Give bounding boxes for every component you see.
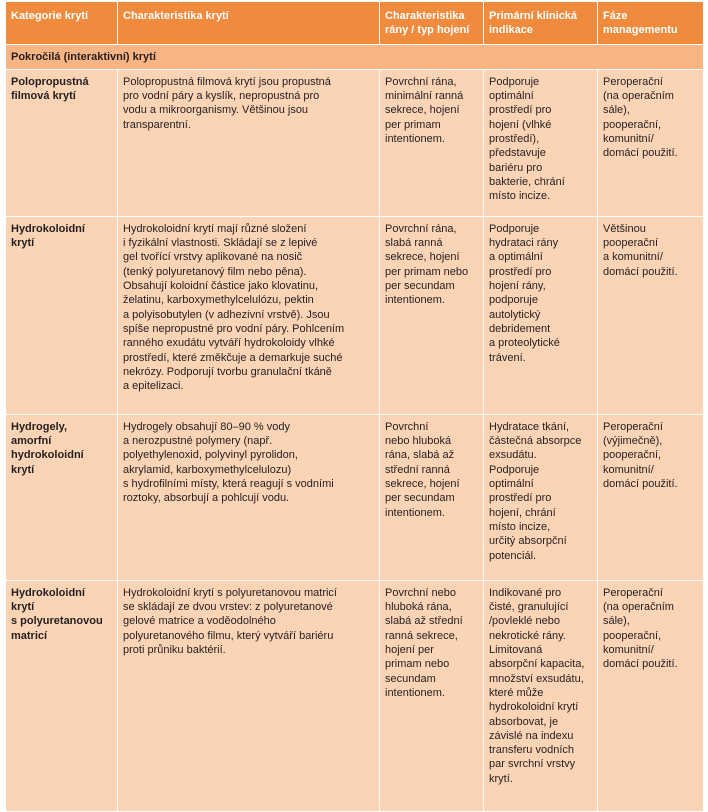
section-title: Pokročilá (interaktivní) krytí xyxy=(6,44,704,69)
cell-indication: Hydratace tkání, částečná absorpce exsudátu. Podporuje optimální prostředí pro hojení, chrání místo incize, určitý absorpční potenciál. xyxy=(484,414,598,580)
table-row xyxy=(6,69,704,216)
table-row xyxy=(6,216,704,414)
cell-indication: Indikované pro čisté, granulující /povleklé nebo nekrotické rány. Limitovaná absorpční kapacita, množství exsudátu, které může hydrokoloidní krytí absorbovat, je závislé na indexu transferu vodních par svrchní vrstvy krytí. xyxy=(484,580,598,811)
cell-indication: Podporuje optimální prostředí pro hojení (vlhké prostředí), představuje bariéru pro bakterie, chrání místo incize. xyxy=(484,69,598,216)
table-row xyxy=(6,414,704,580)
cell-indication: Podporuje hydrataci rány a optimální prostředí pro hojení rány, podporuje autolytický debridement a proteolytické trávení. xyxy=(484,216,598,414)
cell-description: Hydrokoloidní krytí mají různé složení i fyzikální vlastnosti. Skládají se z lepivé gel tvořící vrstvy aplikované na nosič (tenký polyuretanový film nebo pěna). Obsahují koloidní částice jako klovatinu, želatinu, karboxymethylcelulózu, pektin a polyisobutylen (v adhezivní vrstvě). Jsou spíše nepropustné pro vodní páry. Pohlcením ranného exudátu vytváří hydrokoloidy vlhké prostředí, které změkčuje a demarkuje suché nekrózy. Podporují tvorbu granulační tkáně a epitelizaci. xyxy=(118,216,380,414)
header-clinical-indication: Primární klinická indikace xyxy=(484,2,598,45)
cell-wound: Povrchní rána, minimální ranná sekrece, hojení per primam intentionem. xyxy=(380,69,484,216)
cell-phase: Peroperační (na operačním sále), pooperační, komunitní/ domácí použití. xyxy=(598,580,704,811)
cell-description: Hydrokoloidní krytí s polyuretanovou matricí se skládají ze dvou vrstev: z polyuretanové gelové matrice a voděodolného polyuretanového filmu, který vytváří bariéru proti průniku baktérií. xyxy=(118,580,380,811)
section-row xyxy=(6,44,704,69)
cell-phase: Většinou pooperační a komunitní/ domácí použití. xyxy=(598,216,704,414)
cell-category: Hydrokoloidní krytí s polyuretanovou matricí xyxy=(6,580,118,811)
header-wound-characteristics: Charakteristika rány / typ hojení xyxy=(380,2,484,45)
header-management-phase: Fáze managementu xyxy=(598,2,704,45)
cell-wound: Povrchní nebo hluboká rána, slabá až střední ranná sekrece, hojení per primam nebo secundam intentionem. xyxy=(380,580,484,811)
cell-phase: Peroperační (výjimečně), pooperační, komunitní/ domácí použití. xyxy=(598,414,704,580)
cell-category: Polopropustná filmová krytí xyxy=(6,69,118,216)
header-category: Kategorie krytí xyxy=(6,2,118,45)
cell-description: Polopropustná filmová krytí jsou propustná pro vodní páry a kyslík, nepropustná pro vodu a mikroorganismy. Většinou jsou transparentní. xyxy=(118,69,380,216)
header-description: Charakteristika krytí xyxy=(118,2,380,45)
cell-wound: Povrchní nebo hluboká rána, slabá až střední ranná sekrece, hojení per secundam intentionem. xyxy=(380,414,484,580)
cell-category: Hydrogely, amorfní hydrokoloidní krytí xyxy=(6,414,118,580)
table-header-row xyxy=(6,2,704,45)
cell-wound: Povrchní rána, slabá ranná sekrece, hojení per primam nebo per secundam intentionem. xyxy=(380,216,484,414)
cell-category: Hydrokoloidní krytí xyxy=(6,216,118,414)
cell-description: Hydrogely obsahují 80–90 % vody a nerozpustné polymery (např. polyethylenoxid, polyvinyl pyrolidon, akrylamid, karboxymethylcelulozu) s hydrofilními místy, která reagují s vodními roztoky, absorbují a pohlcují vodu. xyxy=(118,414,380,580)
cell-phase: Peroperační (na operačním sále), pooperační, komunitní/ domácí použití. xyxy=(598,69,704,216)
wound-dressing-table xyxy=(5,1,704,812)
table-row xyxy=(6,580,704,811)
